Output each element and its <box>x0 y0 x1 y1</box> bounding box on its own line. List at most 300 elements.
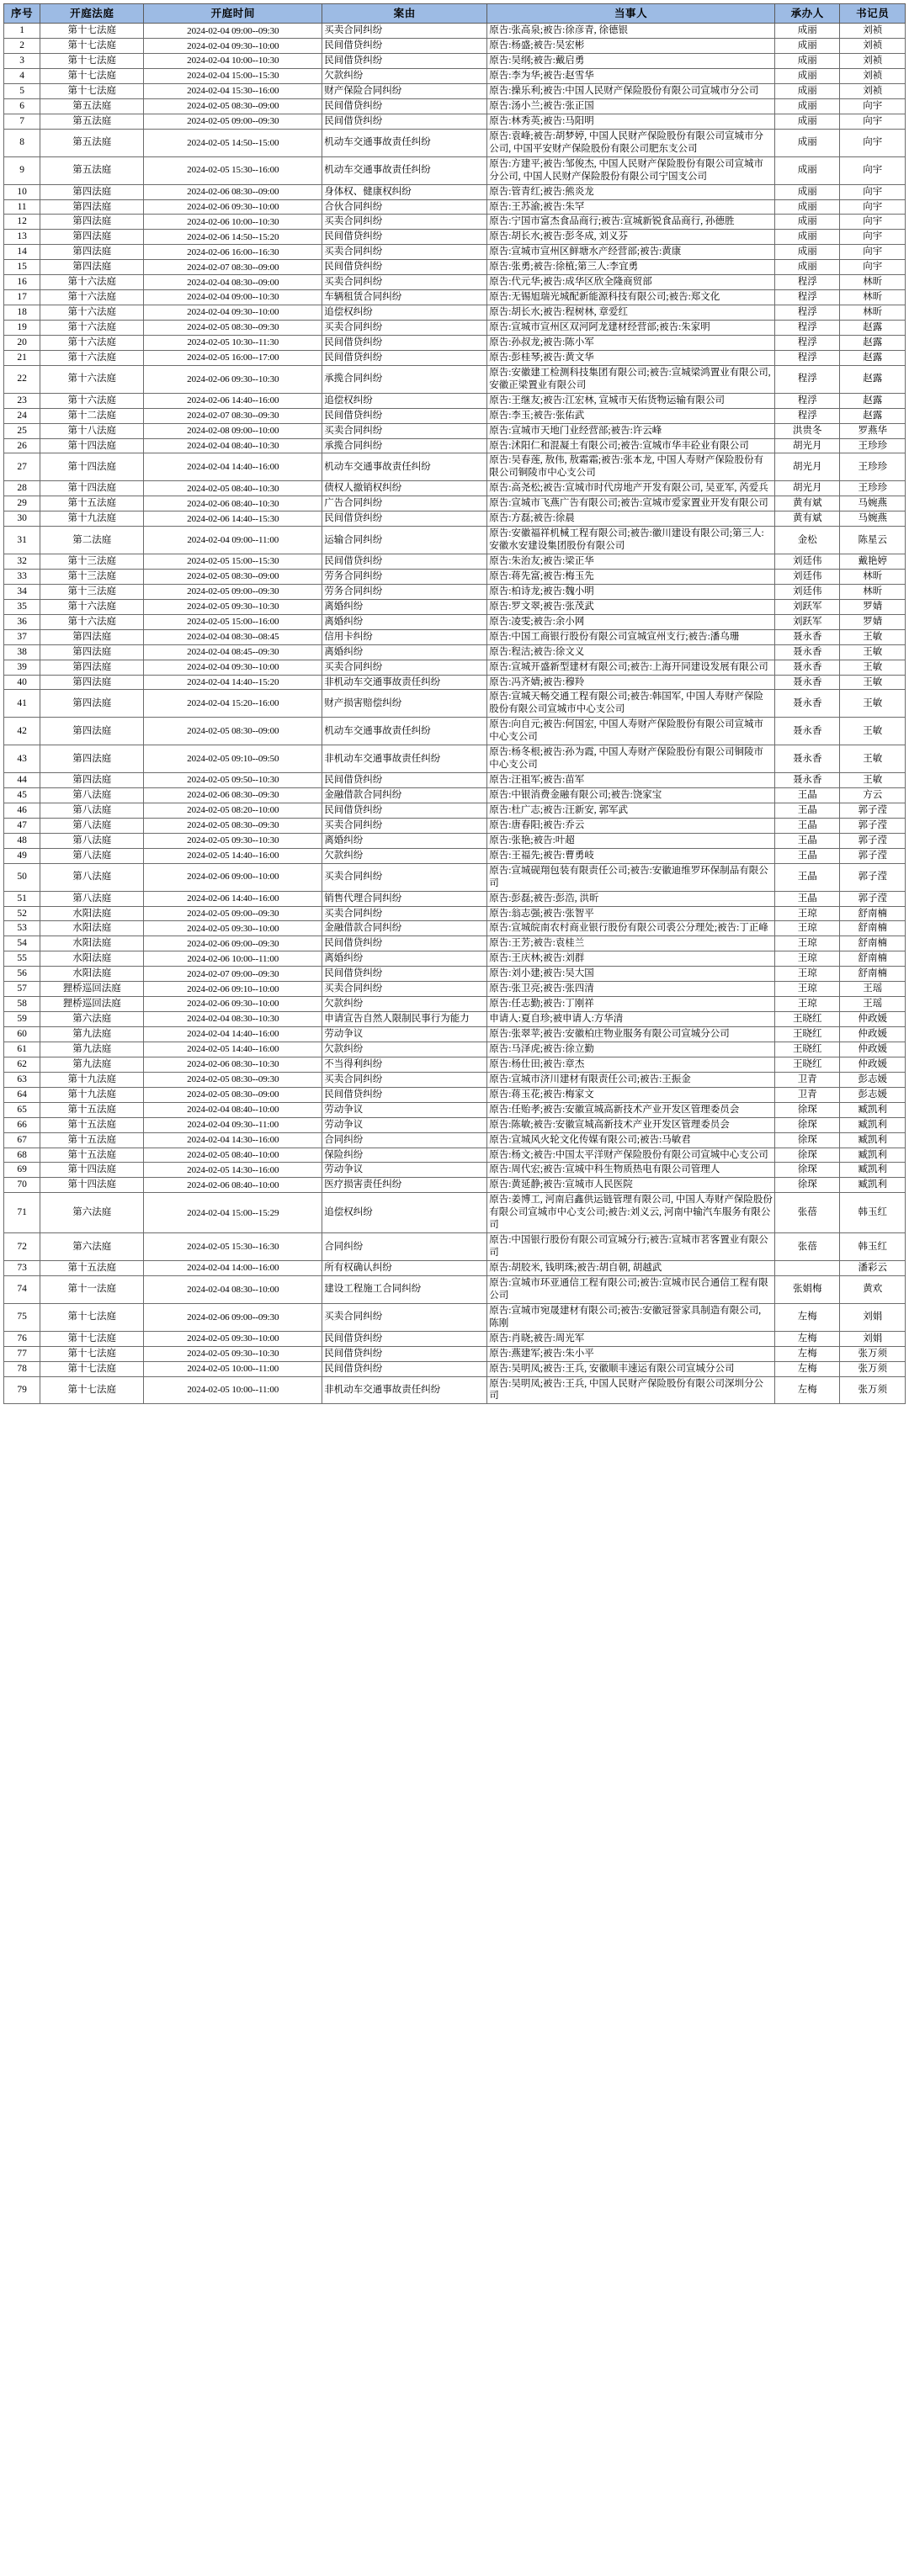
cell-time: 2024-02-05 08:30--09:00 <box>144 718 322 745</box>
cell-time: 2024-02-07 08:30--09:30 <box>144 408 322 423</box>
table-row[interactable] <box>4 644 906 660</box>
table-row[interactable] <box>4 350 906 365</box>
cell-room: 第十九法庭 <box>40 1072 144 1087</box>
cell-judge: 成丽 <box>775 69 840 84</box>
cell-judge: 黄有斌 <box>775 511 840 527</box>
column-header-judge[interactable]: 承办人 <box>775 4 840 24</box>
cell-party: 原告:刘小建;被告:吴大国 <box>487 967 775 982</box>
cell-judge: 程浮 <box>775 305 840 321</box>
cell-party: 原告:唐春阳;被告:乔云 <box>487 818 775 833</box>
cell-clerk: 仲政媛 <box>840 1027 906 1042</box>
table-row[interactable] <box>4 1376 906 1404</box>
cell-party: 原告:吴明凤;被告:王兵, 中国人民财产保险股份有限公司深圳分公司 <box>487 1376 775 1404</box>
cell-seq: 54 <box>4 936 40 951</box>
cell-time: 2024-02-05 08:30--09:30 <box>144 1072 322 1087</box>
cell-cause: 非机动车交通事故责任纠纷 <box>322 1376 487 1404</box>
cell-clerk: 赵露 <box>840 365 906 393</box>
cell-cause: 劳动争议 <box>322 1102 487 1117</box>
table-row[interactable] <box>4 554 906 570</box>
cell-judge: 程浮 <box>775 275 840 290</box>
table-row[interactable] <box>4 569 906 584</box>
cell-cause: 民间借贷纠纷 <box>322 554 487 570</box>
table-row[interactable] <box>4 114 906 129</box>
cell-clerk: 向宇 <box>840 230 906 245</box>
cell-room: 第十六法庭 <box>40 350 144 365</box>
cell-room: 第八法庭 <box>40 848 144 863</box>
cell-clerk: 王敏 <box>840 675 906 690</box>
cell-party: 原告:程洁;被告:徐文义 <box>487 644 775 660</box>
cell-time: 2024-02-05 08:30--09:00 <box>144 569 322 584</box>
cell-seq: 72 <box>4 1233 40 1261</box>
cell-room: 第十三法庭 <box>40 584 144 599</box>
cell-party: 原告:黄延静;被告:宣城市人民医院 <box>487 1178 775 1193</box>
table-row[interactable] <box>4 1087 906 1102</box>
cell-cause: 民间借贷纠纷 <box>322 54 487 69</box>
cell-room: 第十七法庭 <box>40 1303 144 1331</box>
cell-seq: 75 <box>4 1303 40 1331</box>
cell-cause: 民间借贷纠纷 <box>322 408 487 423</box>
table-row[interactable] <box>4 215 906 230</box>
cell-cause: 民间借贷纠纷 <box>322 260 487 275</box>
cell-clerk: 向宇 <box>840 260 906 275</box>
table-row[interactable] <box>4 906 906 921</box>
table-row[interactable] <box>4 891 906 906</box>
table-row[interactable] <box>4 481 906 496</box>
cell-party: 原告:中银消费金融有限公司;被告:饶家宝 <box>487 788 775 803</box>
cell-time: 2024-02-04 14:30--16:00 <box>144 1132 322 1148</box>
cell-time: 2024-02-06 14:40--16:00 <box>144 891 322 906</box>
cell-judge: 左梅 <box>775 1376 840 1404</box>
table-row[interactable] <box>4 156 906 184</box>
cell-room: 第四法庭 <box>40 230 144 245</box>
cell-judge: 左梅 <box>775 1303 840 1331</box>
cell-room: 第十三法庭 <box>40 569 144 584</box>
cell-room: 第八法庭 <box>40 863 144 891</box>
table-row[interactable] <box>4 129 906 156</box>
cell-party: 原告:王芳;被告:袁桂兰 <box>487 936 775 951</box>
cell-clerk: 王敏 <box>840 644 906 660</box>
table-row[interactable] <box>4 936 906 951</box>
cell-seq: 58 <box>4 997 40 1012</box>
cell-judge: 聂永香 <box>775 718 840 745</box>
cell-room: 第九法庭 <box>40 1027 144 1042</box>
table-row[interactable] <box>4 1027 906 1042</box>
table-row[interactable] <box>4 1275 906 1303</box>
table-row[interactable] <box>4 1331 906 1346</box>
cell-room: 第十五法庭 <box>40 1102 144 1117</box>
cell-cause: 金融借款合同纠纷 <box>322 921 487 936</box>
table-row[interactable] <box>4 365 906 393</box>
table-row[interactable] <box>4 184 906 199</box>
cell-seq: 30 <box>4 511 40 527</box>
table-row[interactable] <box>4 718 906 745</box>
cell-time: 2024-02-06 10:00--10:30 <box>144 215 322 230</box>
cell-cause: 民间借贷纠纷 <box>322 114 487 129</box>
cell-clerk: 韩玉红 <box>840 1193 906 1233</box>
table-row[interactable] <box>4 290 906 305</box>
table-row[interactable] <box>4 408 906 423</box>
table-row[interactable] <box>4 39 906 54</box>
table-row[interactable] <box>4 1057 906 1072</box>
cell-room: 水阳法庭 <box>40 967 144 982</box>
table-row[interactable] <box>4 1178 906 1193</box>
cell-seq: 51 <box>4 891 40 906</box>
cell-clerk: 刘祯 <box>840 54 906 69</box>
cell-judge: 成丽 <box>775 199 840 215</box>
table-row[interactable] <box>4 438 906 453</box>
cell-room: 第四法庭 <box>40 718 144 745</box>
cell-room: 第四法庭 <box>40 245 144 260</box>
table-row[interactable] <box>4 1148 906 1163</box>
cell-party: 原告:宣城开盛新型建材有限公司;被告:上海开同建设发展有限公司 <box>487 660 775 675</box>
cell-room: 第六法庭 <box>40 1193 144 1233</box>
table-row[interactable] <box>4 423 906 438</box>
cell-judge: 成丽 <box>775 98 840 114</box>
cell-judge: 成丽 <box>775 245 840 260</box>
cell-clerk: 向宇 <box>840 98 906 114</box>
column-header-party[interactable]: 当事人 <box>487 4 775 24</box>
cell-party: 原告:汪祖军;被告:苗军 <box>487 773 775 788</box>
table-row[interactable] <box>4 1233 906 1261</box>
cell-time: 2024-02-06 09:30--10:00 <box>144 997 322 1012</box>
cell-room: 水阳法庭 <box>40 906 144 921</box>
column-header-clerk[interactable]: 书记员 <box>840 4 906 24</box>
cell-clerk: 王敏 <box>840 718 906 745</box>
table-row[interactable] <box>4 1072 906 1087</box>
table-row[interactable] <box>4 675 906 690</box>
table-row[interactable] <box>4 818 906 833</box>
cell-seq: 36 <box>4 614 40 629</box>
cell-time: 2024-02-06 10:00--11:00 <box>144 951 322 967</box>
cell-judge: 成丽 <box>775 54 840 69</box>
cell-time: 2024-02-04 08:30--08:45 <box>144 629 322 644</box>
cell-seq: 21 <box>4 350 40 365</box>
cell-cause: 劳动争议 <box>322 1027 487 1042</box>
cell-party: 原告:李玉;被告:张佑武 <box>487 408 775 423</box>
cell-cause: 合同纠纷 <box>322 1132 487 1148</box>
table-row[interactable] <box>4 305 906 321</box>
table-row[interactable] <box>4 803 906 818</box>
cell-judge: 金松 <box>775 527 840 554</box>
cell-party: 原告:吴明凤;被告:王兵, 安徽顺丰速运有限公司宣城分公司 <box>487 1361 775 1376</box>
table-row[interactable] <box>4 393 906 408</box>
cell-seq: 67 <box>4 1132 40 1148</box>
table-row[interactable] <box>4 527 906 554</box>
cell-judge: 程浮 <box>775 350 840 365</box>
cell-party: 原告:杨仕田;被告:章杰 <box>487 1057 775 1072</box>
cell-room: 第十四法庭 <box>40 1178 144 1193</box>
cell-room: 第八法庭 <box>40 833 144 848</box>
cell-time: 2024-02-04 08:40--10:00 <box>144 1102 322 1117</box>
cell-time: 2024-02-06 08:30--10:30 <box>144 1057 322 1072</box>
cell-cause: 追偿权纠纷 <box>322 305 487 321</box>
cell-cause: 销售代理合同纠纷 <box>322 891 487 906</box>
cell-party: 原告:宣城市天地门业经营部;被告:许云峰 <box>487 423 775 438</box>
cell-judge: 成丽 <box>775 184 840 199</box>
cell-party: 原告:张高泉;被告:徐彦青, 徐德银 <box>487 24 775 39</box>
cell-cause: 金融借款合同纠纷 <box>322 788 487 803</box>
cell-clerk: 臧凯利 <box>840 1102 906 1117</box>
cell-seq: 59 <box>4 1012 40 1027</box>
table-row[interactable] <box>4 921 906 936</box>
cell-party: 原告:宣城市宛晟建材有限公司;被告:安徽冠誉家具制造有限公司, 陈刚 <box>487 1303 775 1331</box>
table-row[interactable] <box>4 496 906 511</box>
cell-time: 2024-02-05 10:30--11:30 <box>144 335 322 350</box>
cell-clerk: 舒南楠 <box>840 906 906 921</box>
table-row[interactable] <box>4 199 906 215</box>
cell-room: 第四法庭 <box>40 260 144 275</box>
cell-seq: 33 <box>4 569 40 584</box>
cell-judge: 聂永香 <box>775 745 840 773</box>
cell-room: 水阳法庭 <box>40 951 144 967</box>
cell-time: 2024-02-05 14:40--16:00 <box>144 1042 322 1057</box>
table-row[interactable] <box>4 833 906 848</box>
cell-party: 原告:操乐利;被告:中国人民财产保险股份有限公司宣城市分公司 <box>487 84 775 99</box>
cell-cause: 民间借贷纠纷 <box>322 1331 487 1346</box>
cell-time: 2024-02-04 09:30--10:00 <box>144 305 322 321</box>
cell-room: 第五法庭 <box>40 129 144 156</box>
cell-cause: 离婚纠纷 <box>322 599 487 614</box>
table-row[interactable] <box>4 54 906 69</box>
table-row[interactable] <box>4 1346 906 1361</box>
cell-judge: 张蓓 <box>775 1193 840 1233</box>
cell-room: 第四法庭 <box>40 199 144 215</box>
cell-time: 2024-02-04 10:00--10:30 <box>144 54 322 69</box>
cell-room: 第十七法庭 <box>40 24 144 39</box>
table-row[interactable] <box>4 660 906 675</box>
cell-room: 第八法庭 <box>40 803 144 818</box>
cell-room: 第四法庭 <box>40 660 144 675</box>
table-row[interactable] <box>4 245 906 260</box>
cell-clerk: 马婉燕 <box>840 511 906 527</box>
cell-clerk: 王敏 <box>840 690 906 718</box>
cell-judge: 洪贵冬 <box>775 423 840 438</box>
table-row[interactable] <box>4 1042 906 1057</box>
cell-time: 2024-02-05 08:30--09:00 <box>144 1087 322 1102</box>
cell-judge: 胡光月 <box>775 438 840 453</box>
table-row[interactable] <box>4 584 906 599</box>
cell-time: 2024-02-06 09:30--10:30 <box>144 365 322 393</box>
cell-cause: 欠款纠纷 <box>322 848 487 863</box>
table-row[interactable] <box>4 982 906 997</box>
cell-cause: 保险纠纷 <box>322 1148 487 1163</box>
cell-cause: 劳动争议 <box>322 1163 487 1178</box>
cell-clerk: 向宇 <box>840 245 906 260</box>
table-row[interactable] <box>4 321 906 336</box>
column-header-cause[interactable]: 案由 <box>322 4 487 24</box>
cell-seq: 56 <box>4 967 40 982</box>
cell-cause: 民间借贷纠纷 <box>322 98 487 114</box>
cell-party: 原告:宣城市宣州区双河阿龙建材经营部;被告:朱家明 <box>487 321 775 336</box>
table-row[interactable] <box>4 98 906 114</box>
cell-time: 2024-02-04 09:00--11:00 <box>144 527 322 554</box>
table-row[interactable] <box>4 863 906 891</box>
table-row[interactable] <box>4 951 906 967</box>
cell-party: 原告:姜博工, 河南启鑫供运链管理有限公司, 中国人寿财产保险股份有限公司宣城市中心支公司;被告:刘义云, 河南中输汽车服务有限公司 <box>487 1193 775 1233</box>
cell-judge: 成丽 <box>775 114 840 129</box>
cell-time: 2024-02-05 16:00--17:00 <box>144 350 322 365</box>
cell-cause: 劳动争议 <box>322 1117 487 1132</box>
cell-seq: 4 <box>4 69 40 84</box>
cell-seq: 43 <box>4 745 40 773</box>
cell-judge: 黄有斌 <box>775 496 840 511</box>
table-row[interactable] <box>4 967 906 982</box>
cell-clerk: 臧凯利 <box>840 1148 906 1163</box>
cell-time: 2024-02-04 14:40--16:00 <box>144 453 322 481</box>
cell-cause: 劳务合同纠纷 <box>322 584 487 599</box>
column-header-room[interactable]: 开庭法庭 <box>40 4 144 24</box>
cell-judge: 刘廷伟 <box>775 569 840 584</box>
table-row[interactable] <box>4 69 906 84</box>
cell-judge: 程浮 <box>775 408 840 423</box>
cell-seq: 44 <box>4 773 40 788</box>
table-row[interactable] <box>4 599 906 614</box>
cell-party: 原告:无锡旭瑞光城配新能源科技有限公司;被告:郑文化 <box>487 290 775 305</box>
table-row[interactable] <box>4 788 906 803</box>
cell-time: 2024-02-05 08:40--10:00 <box>144 1148 322 1163</box>
cell-clerk: 仲政媛 <box>840 1012 906 1027</box>
cell-party: 原告:宁国市富杰食品商行;被告:宣城新锐食品商行, 孙德胜 <box>487 215 775 230</box>
cell-seq: 15 <box>4 260 40 275</box>
cell-cause: 买卖合同纠纷 <box>322 863 487 891</box>
table-row[interactable] <box>4 1361 906 1376</box>
cell-party: 原告:冯齐婧;被告:穆羚 <box>487 675 775 690</box>
table-row[interactable] <box>4 629 906 644</box>
cell-time: 2024-02-06 16:00--16:30 <box>144 245 322 260</box>
cell-cause: 民间借贷纠纷 <box>322 335 487 350</box>
cell-judge: 王晶 <box>775 848 840 863</box>
cell-judge: 程浮 <box>775 290 840 305</box>
cell-judge: 刘廷伟 <box>775 554 840 570</box>
cell-seq: 25 <box>4 423 40 438</box>
cell-party: 原告:王福先;被告:曹勇岐 <box>487 848 775 863</box>
cell-judge: 张娟梅 <box>775 1275 840 1303</box>
cell-cause: 非机动车交通事故责任纠纷 <box>322 675 487 690</box>
table-row[interactable] <box>4 1102 906 1117</box>
cell-seq: 76 <box>4 1331 40 1346</box>
table-row[interactable] <box>4 335 906 350</box>
cell-room: 第八法庭 <box>40 788 144 803</box>
table-row[interactable] <box>4 614 906 629</box>
cell-judge: 刘廷伟 <box>775 584 840 599</box>
cell-time: 2024-02-05 09:10--09:50 <box>144 745 322 773</box>
cell-judge: 程浮 <box>775 365 840 393</box>
cell-cause: 买卖合同纠纷 <box>322 660 487 675</box>
cell-party: 原告:吴纲;被告:戴启勇 <box>487 54 775 69</box>
table-row[interactable] <box>4 275 906 290</box>
table-row[interactable] <box>4 997 906 1012</box>
cell-party: 申请人:夏自珍;被申请人:方华清 <box>487 1012 775 1027</box>
cell-seq: 38 <box>4 644 40 660</box>
cell-party: 原告:汤小兰;被告:张正国 <box>487 98 775 114</box>
table-row[interactable] <box>4 773 906 788</box>
cell-clerk: 向宇 <box>840 129 906 156</box>
cell-cause: 民间借贷纠纷 <box>322 773 487 788</box>
table-row[interactable] <box>4 745 906 773</box>
cell-party: 原告:任志勤;被告:丁刚祥 <box>487 997 775 1012</box>
cell-cause: 信用卡纠纷 <box>322 629 487 644</box>
cell-clerk: 黄欢 <box>840 1275 906 1303</box>
cell-room: 第十七法庭 <box>40 1376 144 1404</box>
cell-clerk: 向宇 <box>840 199 906 215</box>
cell-seq: 24 <box>4 408 40 423</box>
cell-party: 原告:方磊;被告:徐晨 <box>487 511 775 527</box>
cell-cause: 民间借贷纠纷 <box>322 230 487 245</box>
table-row[interactable] <box>4 453 906 481</box>
cell-room: 第五法庭 <box>40 156 144 184</box>
cell-clerk: 林昕 <box>840 290 906 305</box>
cell-time: 2024-02-04 08:45--09:30 <box>144 644 322 660</box>
cell-judge: 聂永香 <box>775 773 840 788</box>
table-row[interactable] <box>4 511 906 527</box>
cell-time: 2024-02-05 15:00--16:00 <box>144 614 322 629</box>
cell-room: 第五法庭 <box>40 98 144 114</box>
cell-room: 第十八法庭 <box>40 423 144 438</box>
cell-seq: 68 <box>4 1148 40 1163</box>
cell-time: 2024-02-05 09:30--10:30 <box>144 833 322 848</box>
table-row[interactable] <box>4 1012 906 1027</box>
table-row[interactable] <box>4 1193 906 1233</box>
cell-clerk: 林昕 <box>840 275 906 290</box>
cell-room: 第十五法庭 <box>40 496 144 511</box>
cell-party: 原告:安徽福祥机械工程有限公司;被告:徽川建设有限公司;第三人:安徽水安建设集团股份有限公司 <box>487 527 775 554</box>
cell-judge: 成丽 <box>775 230 840 245</box>
table-row[interactable] <box>4 690 906 718</box>
cell-time: 2024-02-05 09:00--09:30 <box>144 906 322 921</box>
cell-time: 2024-02-06 14:40--16:00 <box>144 393 322 408</box>
cell-party: 原告:宣城市宣州区鲜塘水产经营部;被告:黄康 <box>487 245 775 260</box>
cell-party: 原告:吴春莲, 敖伟, 敖霜霜;被告:张本龙, 中国人寿财产保险股份有限公司铜陵市中心支公司 <box>487 453 775 481</box>
cell-clerk: 赵露 <box>840 335 906 350</box>
cell-party: 原告:张卫亮;被告:张四清 <box>487 982 775 997</box>
cell-room: 第十五法庭 <box>40 1132 144 1148</box>
cell-room: 第十六法庭 <box>40 290 144 305</box>
cell-room: 第四法庭 <box>40 690 144 718</box>
table-row[interactable] <box>4 1132 906 1148</box>
table-row[interactable] <box>4 24 906 39</box>
table-row[interactable] <box>4 1117 906 1132</box>
cell-time: 2024-02-06 09:00--10:00 <box>144 863 322 891</box>
column-header-seq[interactable]: 序号 <box>4 4 40 24</box>
cell-time: 2024-02-04 09:30--11:00 <box>144 1117 322 1132</box>
cell-party: 原告:胡长水;被告:彭冬成, 刘义芬 <box>487 230 775 245</box>
table-row[interactable] <box>4 230 906 245</box>
table-row[interactable] <box>4 848 906 863</box>
cell-party: 原告:罗文翠;被告:张茂武 <box>487 599 775 614</box>
table-row[interactable] <box>4 1163 906 1178</box>
cell-judge: 王晶 <box>775 891 840 906</box>
cell-cause: 买卖合同纠纷 <box>322 1303 487 1331</box>
cell-cause: 离婚纠纷 <box>322 614 487 629</box>
cell-clerk: 郭子滢 <box>840 891 906 906</box>
cell-time: 2024-02-05 14:40--16:00 <box>144 848 322 863</box>
cell-time: 2024-02-06 08:40--10:00 <box>144 1178 322 1193</box>
cell-time: 2024-02-06 14:40--15:30 <box>144 511 322 527</box>
cell-seq: 41 <box>4 690 40 718</box>
table-row[interactable] <box>4 260 906 275</box>
table-row[interactable] <box>4 1261 906 1276</box>
table-row[interactable] <box>4 1303 906 1331</box>
column-header-time[interactable]: 开庭时间 <box>144 4 322 24</box>
cell-seq: 61 <box>4 1042 40 1057</box>
cell-clerk: 罗婧 <box>840 614 906 629</box>
cell-seq: 5 <box>4 84 40 99</box>
cell-cause: 欠款纠纷 <box>322 1042 487 1057</box>
cell-room: 第十四法庭 <box>40 438 144 453</box>
table-row[interactable] <box>4 84 906 99</box>
cell-judge: 聂永香 <box>775 644 840 660</box>
cell-seq: 35 <box>4 599 40 614</box>
